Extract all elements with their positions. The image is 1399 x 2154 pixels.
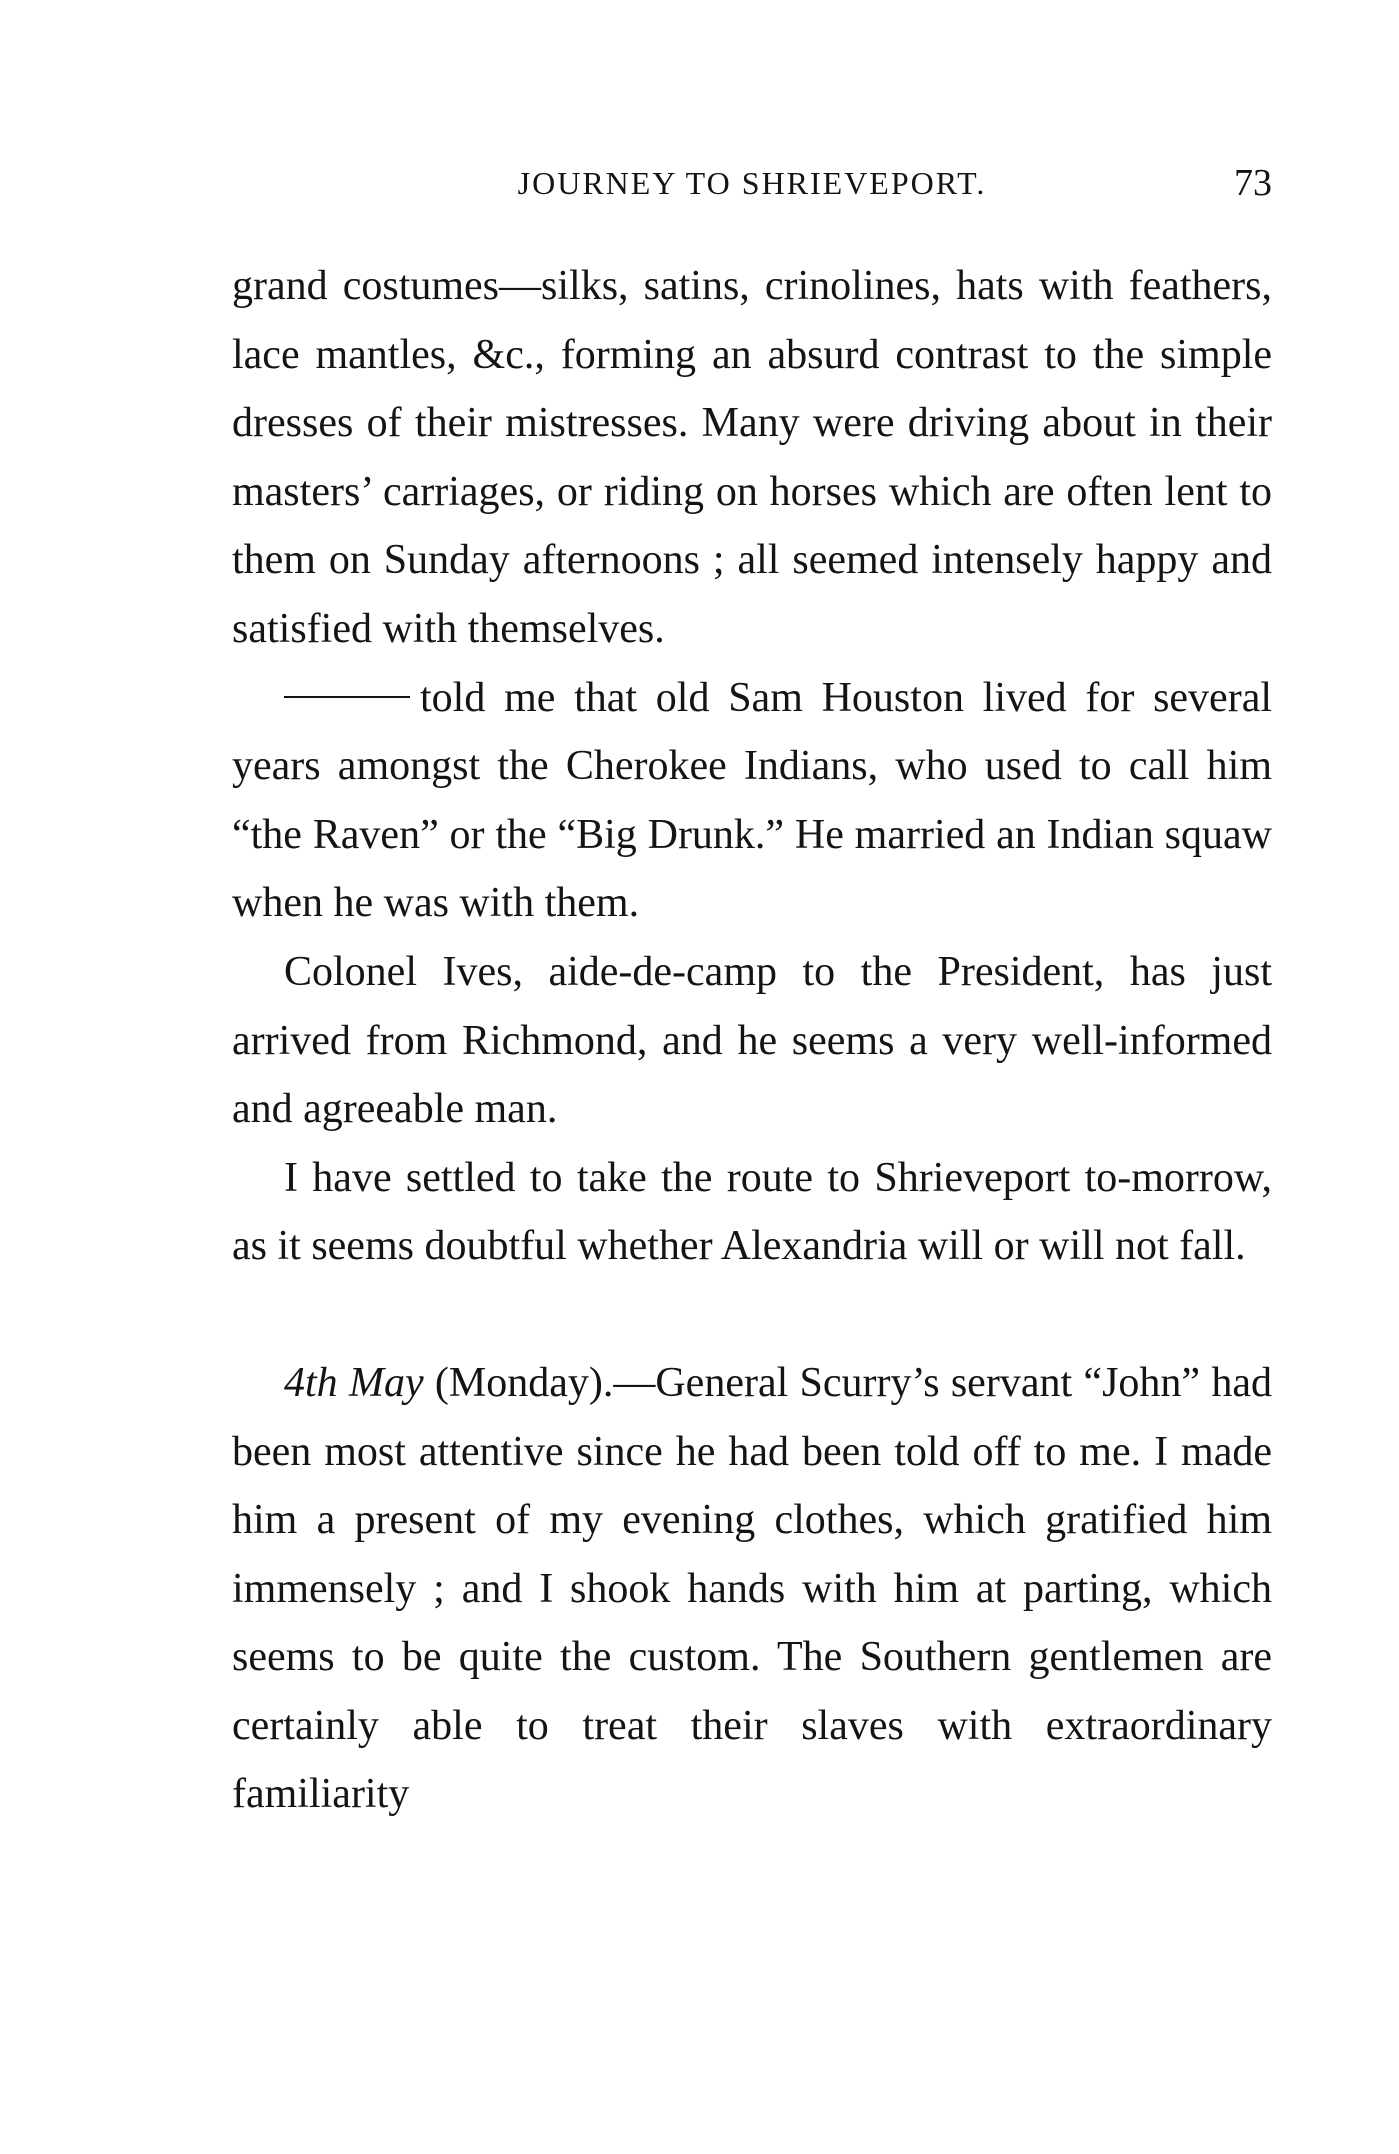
section-gap: [232, 1281, 1272, 1349]
running-head: [232, 158, 1272, 208]
body-text: [232, 252, 1272, 1829]
paragraph-3: Colonel Ives, aide-de-camp to the President, has just arrived from Richmond, and he seems a very well-informed and agreeable man.: [232, 948, 1272, 1133]
running-title: JOURNEY TO SHRIEVEPORT.: [517, 165, 987, 201]
page-number: 73: [1234, 162, 1272, 204]
paragraph-5: [232, 1349, 1272, 1829]
diary-date: 4th May: [284, 1359, 424, 1406]
paragraph-5-text: (Monday).—General Scurry’s servant “John” had been most attentive since he had been told off to me. I made him a present of my evening clothes, which gratified him immensely ; and I shook hands with him at parting, which seems to be quite the custom. The Southern gentlemen are certainly able to treat their slaves with extraordinary familiarity: [232, 1359, 1272, 1818]
paragraph-2: [232, 664, 1272, 938]
name-omission-dash: [284, 696, 410, 698]
paragraph-2-text: told me that old Sam Houston lived for several years amongst the Cherokee Indians, who used to call him “the Raven” or the “Big Drunk.” He married an Indian squaw when he was with them.: [232, 674, 1272, 927]
paragraph-4: I have settled to take the route to Shrieveport to-morrow, as it seems doubtful whether Alexandria will or will not fall.: [232, 1154, 1272, 1270]
paragraph-1: grand costumes—silks, satins, crinolines, hats with feathers, lace mantles, &c., forming an absurd contrast to the simple dresses of their mistresses. Many were driving about in their masters’ carriages, or riding on horses which are often lent to them on Sunday afternoons ; all seemed intensely happy and satisfied with themselves.: [232, 263, 1272, 652]
